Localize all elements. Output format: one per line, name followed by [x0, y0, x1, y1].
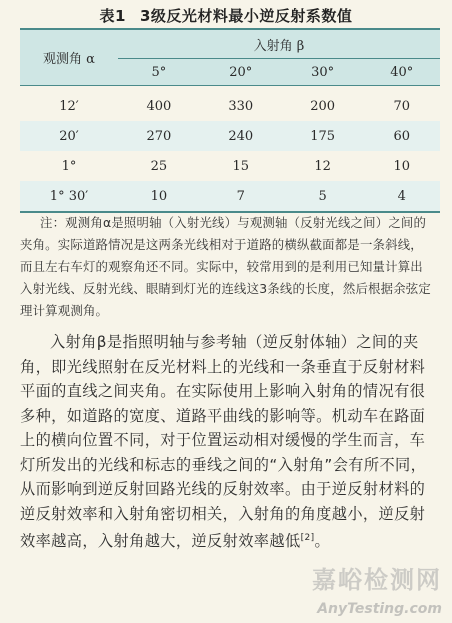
column-header: 5°	[118, 59, 200, 86]
retroreflection-table	[20, 28, 440, 213]
table-cell: 70	[393, 98, 411, 114]
table-cell: 5	[282, 181, 364, 211]
table-cell: 60	[364, 121, 440, 151]
table-cell: 10	[393, 158, 411, 174]
body-paragraph	[20, 330, 434, 554]
table-cell: 200	[310, 98, 336, 114]
watermark-url: AnyTesting.com	[317, 601, 442, 617]
table-title	[0, 5, 452, 26]
row-label: 12′	[59, 98, 79, 114]
table-cell: 15	[232, 158, 250, 174]
table-row	[20, 86, 440, 122]
table-cell: 240	[200, 121, 282, 151]
table-caption: 3级反光材料最小逆反射系数值	[139, 7, 353, 25]
citation-ref: [2]	[300, 533, 315, 543]
table-cell: 270	[118, 121, 200, 151]
table-number: 表1	[99, 7, 126, 25]
table-cell: 330	[228, 98, 254, 114]
table-row	[20, 121, 440, 151]
row-header: 观测角 α	[20, 30, 118, 86]
watermark-logo: 嘉峪检测网	[312, 566, 442, 594]
table-cell: 7	[200, 181, 282, 211]
table-cell: 400	[146, 98, 172, 114]
table-cell: 10	[118, 181, 200, 211]
table-row	[20, 151, 440, 181]
table-cell: 175	[282, 121, 364, 151]
table-cell: 4	[364, 181, 440, 211]
paragraph-text: 入射角β是指照明轴与参考轴（逆反射体轴）之间的夹角，即光线照射在反光材料上的光线和一条垂直于反射材料平面的直线之间夹角。在实际使用上影响入射角的情况有很多种，如道路的宽度、道路平曲线的影响等。机动车在路面上的横向位置不同，对于位置运动相对缓慢的学生而言，车灯所发出的光线和标志的垂线之间的“入射角”会有所不同，从而影响到逆反射回路光线的反射效率。由于逆反射材料的逆反射效率和入射角密切相关，入射角的角度越小，逆反射效率越高，入射角越大，逆反射效率越低	[20, 333, 427, 551]
row-label: 1° 30′	[20, 181, 118, 211]
col-group-header: 入射角 β	[253, 38, 305, 54]
table-row	[20, 181, 440, 211]
paragraph-end: 。	[314, 532, 331, 551]
table-cell: 12	[314, 158, 331, 174]
table-cell: 25	[150, 158, 168, 174]
column-header: 20°	[200, 59, 282, 86]
table-note: 注：观测角α是照明轴（入射光线）与观测轴（反射光线之间）之间的夹角。实际道路情况是这两条光线相对于道路的横纵截面都是一条斜线，而且左右车灯的观察角还不同。实际中，较常用到的是利用已知量计算出入射光线、反射光线、眼睛到灯光的连线这3条线的长度，然后根据余弦定理计算观测角。	[20, 215, 431, 318]
row-label: 1°	[61, 158, 77, 174]
row-label: 20′	[20, 121, 118, 151]
column-header: 40°	[364, 59, 440, 86]
column-header: 30°	[282, 59, 364, 86]
